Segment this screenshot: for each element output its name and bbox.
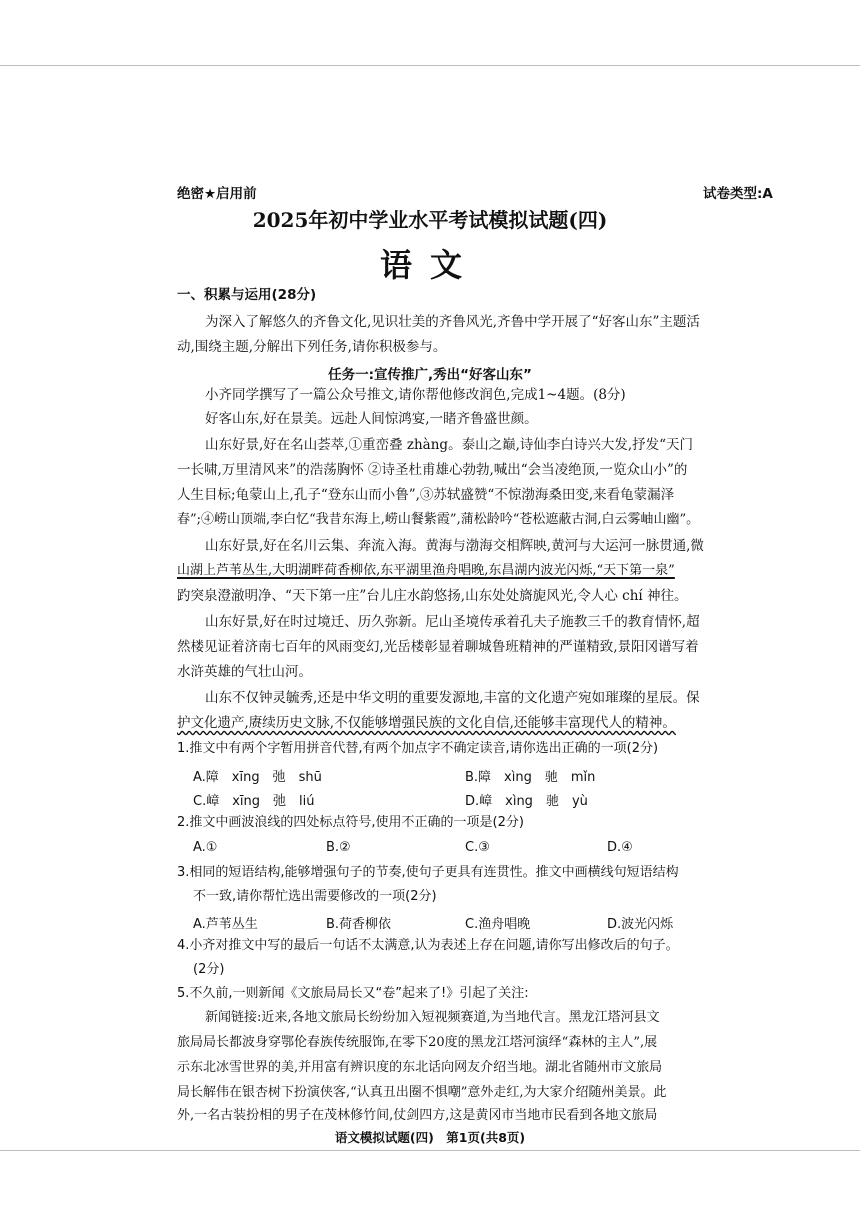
news-line-4: 局长解伟在银杏树下扮演侠客,“认真丑出圈不惧嘲”意外走红,为大家介绍随州美景。此 <box>177 1085 667 1100</box>
bottom-frame-line <box>0 1150 860 1151</box>
question-1: 1.推文中有两个字暂用拼音代替,有两个加点字不确定读音,请你选出正确的一项(2分) <box>177 741 659 756</box>
article-p1-line-4: 春”;④崂山顶端,李白忆“我昔东海上,崂山餐紫霞”,蒲松龄吟“苍松遮蔽古洞,白云雾岫山幽”。 <box>177 512 700 527</box>
section-heading: 一、积累与运用(28分) <box>177 287 317 303</box>
paper-type-label: 试卷类型:A <box>703 186 773 202</box>
article-p4-line-1: 山东不仅钟灵毓秀,还是中华文明的重要发源地,丰富的文化遗产宛如璀璨的星辰。保 <box>205 690 700 706</box>
article-p1-line-2: 一长啸,万里清风来”的浩荡胸怀 ②诗圣杜甫雄心勃勃,喊出“会当凌绝顶,一览众山小”的 <box>177 462 688 478</box>
news-line-2: 旅局局长都波身穿鄂伦春族传统服饰,在零下20度的黑龙江塔河演绎“森林的主人”,展 <box>177 1035 658 1050</box>
article-p1-line-3: 人生目标;龟蒙山上,孔子“登东山而小鲁”,③苏轼盛赞“不惊渤海桑田变,来看龟蒙漏泽 <box>177 487 675 503</box>
article-p4-line-2-final-sentence: 护文化遗产,赓续历史文脉,不仅能够增强民族的文化自信,还能够丰富现代人的精神。 <box>177 715 676 731</box>
q2-option-a: A.① <box>193 840 218 855</box>
question-4-line-2: (2分) <box>193 962 225 977</box>
confidential-label: 绝密★启用前 <box>177 186 257 202</box>
news-line-3: 示东北冰雪世界的美,并用富有辨识度的东北话向网友介绍当地。湖北省随州市文旅局 <box>177 1060 663 1075</box>
page-footer: 语文模拟试题(四) 第1页(共8页) <box>334 1130 526 1145</box>
q2-option-b: B.② <box>326 840 351 855</box>
question-2: 2.推文中画波浪线的四处标点符号,使用不正确的一项是(2分) <box>177 815 524 830</box>
article-p2-line-3: 趵突泉澄澈明净、“天下第一庄”台儿庄水韵悠扬,山东处处旖旎风光,令人心 chí 神往。 <box>177 588 688 604</box>
q1-option-c: C.嶂 xīng 弛 liú <box>193 794 315 809</box>
article-p2-line-1: 山东好景,好在名川云集、奔流入海。黄海与渤海交相辉映,黄河与大运河一脉贯通,微 <box>205 538 704 554</box>
q1-option-b: B.障 xìng 驰 mǐn <box>465 770 596 785</box>
top-frame-line <box>0 65 860 66</box>
question-5: 5.不久前,一则新闻《文旅局局长又“卷”起来了!》引起了关注: <box>177 986 529 1001</box>
q1-option-a: A.障 xīng 弛 shū <box>193 770 322 785</box>
article-p3-line-1: 山东好景,好在时过境迁、历久弥新。尼山圣境传承着孔夫子施教三千的教育情怀,超 <box>205 614 700 630</box>
subject-title: 语文 <box>379 246 480 284</box>
article-p3-line-3: 水浒英雄的气壮山河。 <box>177 664 312 680</box>
question-3-line-1: 3.相同的短语结构,能够增强句子的节奏,使句子更具有连贯性。推文中画横线句短语结构 <box>177 865 679 880</box>
q2-option-d: D.④ <box>607 840 633 855</box>
news-line-5: 外,一名古装扮相的男子在茂林修竹间,仗剑四方,这是黄冈市当地市民看到各地文旅局 <box>177 1108 658 1123</box>
article-paragraph-0: 好客山东,好在景美。远赴人间惊鸿宴,一睹齐鲁盛世颜。 <box>205 411 538 427</box>
intro-line-1: 为深入了解悠久的齐鲁文化,见识壮美的齐鲁风光,齐鲁中学开展了“好客山东”主题活 <box>205 314 700 330</box>
question-3-line-2: 不一致,请你帮忙选出需要修改的一项(2分) <box>193 889 437 904</box>
task1-description: 小齐同学撰写了一篇公众号推文,请你帮他修改润色,完成1~4题。(8分) <box>205 387 626 403</box>
q3-option-b: B.荷香柳依 <box>326 917 392 932</box>
exam-title: 2025年初中学业水平考试模拟试题(四) <box>252 208 608 232</box>
q3-option-c: C.渔舟唱晚 <box>465 917 531 932</box>
news-line-1: 新闻链接:近来,各地文旅局长纷纷加入短视频赛道,为当地代言。黑龙江塔河县文 <box>205 1010 660 1025</box>
intro-line-2: 动,围绕主题,分解出下列任务,请你积极参与。 <box>177 339 447 355</box>
q3-option-a: A.芦苇丛生 <box>193 917 258 932</box>
q2-option-c: C.③ <box>465 840 490 855</box>
q1-option-d: D.嶂 xìng 驰 yù <box>465 794 588 809</box>
article-p2-line-2-underlined: 山湖上芦苇丛生,大明湖畔荷香柳依,东平湖里渔舟唱晚,东昌湖内波光闪烁,“天下第一泉” <box>177 563 675 578</box>
task1-heading: 任务一:宣传推广,秀出“好客山东” <box>328 367 532 383</box>
article-p1-line-1: 山东好景,好在名山荟萃,①重峦叠 zhàng。泰山之巅,诗仙李白诗兴大发,抒发“天门 <box>205 437 694 453</box>
article-p3-line-2: 然楼见证着济南七百年的风雨变幻,光岳楼彰显着聊城鲁班精神的严谨精致,景阳冈谱写着 <box>177 639 699 655</box>
q3-option-d: D.波光闪烁 <box>607 917 674 932</box>
question-4-line-1: 4.小齐对推文中写的最后一句话不太满意,认为表述上存在问题,请你写出修改后的句子。 <box>177 938 679 953</box>
